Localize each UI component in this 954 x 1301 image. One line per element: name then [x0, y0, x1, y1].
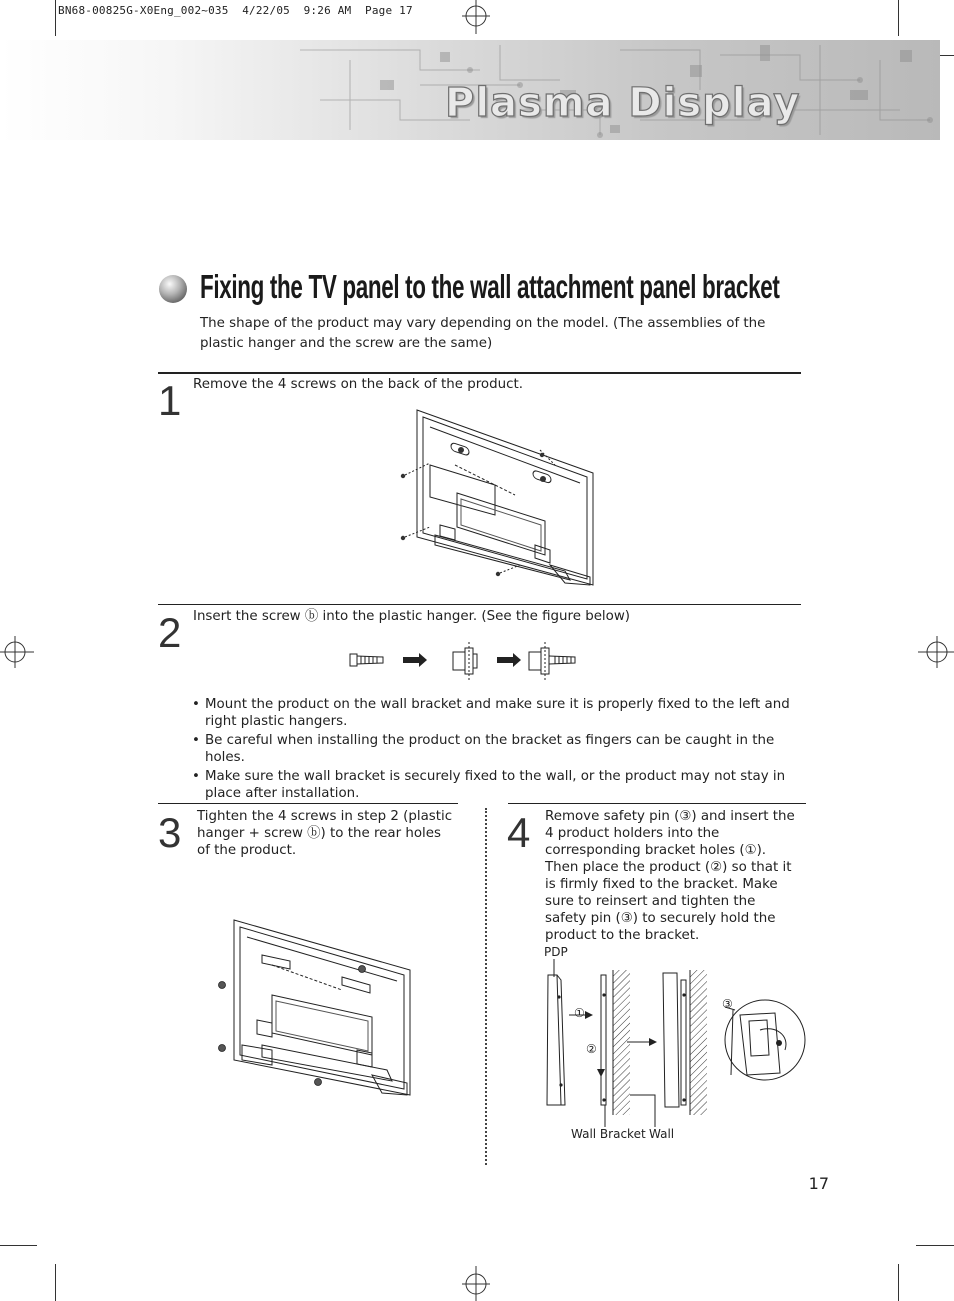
- step-3-number: 3: [158, 809, 182, 856]
- note-item: • Be careful when installing the product on the bracket as fingers can be caught in the holes.: [192, 732, 802, 766]
- marker-3-label: ③: [722, 997, 733, 1011]
- crop-mark: [898, 1264, 899, 1301]
- step-3-rule: [158, 803, 458, 804]
- section-bullet-icon: [159, 275, 187, 303]
- step-4-number: 4: [507, 809, 531, 856]
- tv-rear-figure-step-1: [395, 405, 600, 590]
- registration-mark-icon: [916, 630, 954, 674]
- wall-mount-figure-step-4: [535, 955, 810, 1130]
- crop-mark: [916, 1245, 954, 1246]
- crop-mark: [55, 1264, 56, 1301]
- step-1-text: Remove the 4 screws on the back of the product.: [193, 377, 523, 392]
- page-number: 17: [808, 1174, 829, 1193]
- banner-title: Plasma Display: [445, 80, 801, 126]
- column-divider: [485, 808, 487, 1165]
- step-2-rule: [158, 604, 801, 605]
- crop-mark: [898, 0, 899, 36]
- wall-label: Wall: [649, 1127, 675, 1141]
- crop-mark: [55, 0, 56, 36]
- wall-bracket-label: Wall Bracket: [571, 1127, 646, 1141]
- marker-1-label: ①: [574, 1006, 585, 1020]
- screw-hanger-assembly-figure: [345, 640, 585, 685]
- registration-mark-icon: [456, 0, 496, 36]
- step-4-text: Remove safety pin (③) and insert the 4 product holders into the corresponding bracket holes (①). Then place the product (②) so that it is firmly fixed to the bracket. Make sure to reinsert and tighten the safety pin (③) to securely hold the product to the bracket.: [545, 809, 795, 943]
- intro-text: The shape of the product may vary depending on the model. (The assemblies of the plastic hanger and the screw are the same): [200, 316, 766, 351]
- crop-mark: [0, 1245, 37, 1246]
- note-item: • Mount the product on the wall bracket and make sure it is properly fixed to the left and right plastic hangers.: [192, 696, 802, 730]
- note-item: • Make sure the wall bracket is securely fixed to the wall, or the product may not stay in place after installation.: [192, 768, 802, 802]
- step-1-number: 1: [158, 377, 182, 424]
- pdp-label: PDP: [544, 945, 568, 959]
- registration-mark-icon: [0, 630, 36, 674]
- print-header: BN68-00825G-X0Eng_002~035 4/22/05 9:26 AM Page 17: [58, 4, 413, 17]
- step-1-rule: [158, 372, 801, 374]
- marker-2-label: ②: [586, 1042, 597, 1056]
- step-2-number: 2: [158, 609, 182, 656]
- mounting-notes-list: [192, 696, 802, 804]
- section-title: Fixing the TV panel to the wall attachment panel bracket: [200, 268, 780, 305]
- registration-mark-icon: [456, 1264, 496, 1301]
- step-3-text: Tighten the 4 screws in step 2 (plastic hanger + screw ⓑ) to the rear holes of the product.: [197, 809, 453, 858]
- tv-rear-figure-step-3: [212, 915, 417, 1100]
- step-4-rule: [508, 803, 806, 804]
- step-2-text: Insert the screw ⓑ into the plastic hanger. (See the figure below): [193, 609, 631, 624]
